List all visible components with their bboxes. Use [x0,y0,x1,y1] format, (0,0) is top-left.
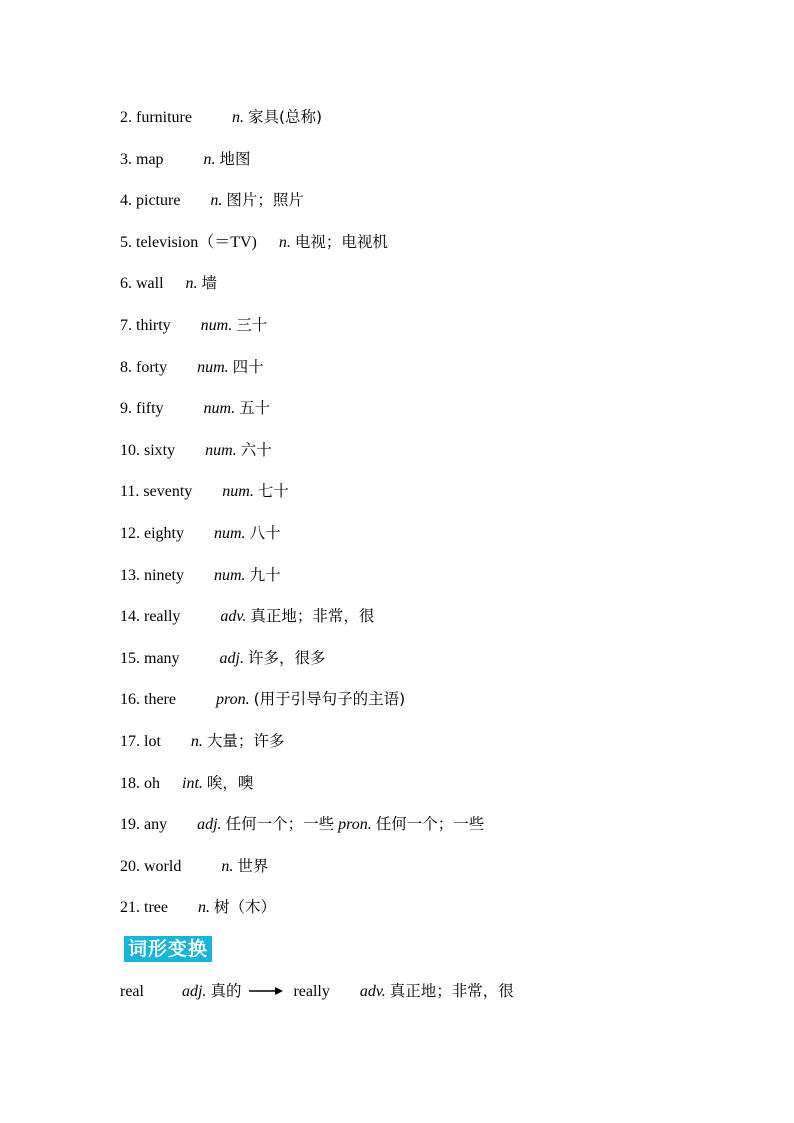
vocab-word: 17. lot [120,732,161,750]
vocab-pos: num. [222,483,254,501]
vocab-meaning: 地图 [219,149,251,168]
vocab-item [120,811,484,853]
vocab-meaning: 电视；电视机 [294,232,388,251]
vocab-item [120,354,484,396]
vocab-item [120,520,484,562]
vocab-pos: num. [200,316,233,334]
base-word-pos: adj. [181,983,207,1000]
vocab-pos: n. [210,192,223,210]
vocab-item [120,104,484,146]
right-arrow-icon [249,979,283,1005]
vocab-pos: num. [203,400,236,418]
vocab-item [120,146,484,188]
vocab-pos: pron. [215,691,250,709]
vocab-meaning: (用于引导句子的主语) [253,690,406,709]
vocab-pos: n. [221,857,234,875]
vocab-word: 14. really [120,608,181,626]
vocab-item [120,894,484,936]
vocab-meaning: 许多，很多 [248,648,326,667]
vocab-meaning: 唉，噢 [206,773,254,792]
vocab-meaning: 真正地；非常，很 [250,607,375,626]
vocab-pos: n. [190,732,203,750]
vocab-meaning: 六十 [240,440,272,459]
base-word: real [120,983,144,1000]
vocab-word: 8. forty [120,358,168,376]
derived-word: really [293,983,330,1000]
vocab-list [120,104,484,936]
vocab-meaning: 墙 [201,274,218,293]
vocab-item [120,478,484,520]
vocab-pos: adv. [220,608,247,626]
vocab-meaning: 九十 [249,565,281,584]
vocab-item [120,853,484,895]
section-heading: 词形变换 [124,936,212,962]
vocab-item [120,603,484,645]
vocab-item [120,270,484,312]
vocab-meaning: 大量；许多 [206,731,285,750]
vocab-pos: adj. [197,816,222,834]
vocab-meaning: 四十 [232,357,264,376]
base-word-meaning: 真的 [210,982,242,1000]
vocab-word: 11. seventy [120,483,193,501]
vocab-meaning: 树（木） [213,898,276,917]
vocab-word: 3. map [120,150,164,168]
vocab-pos: adj. [219,649,244,667]
vocab-meaning: 图片；照片 [226,191,304,210]
vocab-meaning: 家具(总称) [247,108,323,126]
vocab-extra-meaning: 任何一个；一些 [375,815,485,834]
vocab-pos: int. [182,774,203,792]
vocab-item [120,229,484,271]
vocab-item [120,686,484,728]
vocab-item [120,728,484,770]
vocab-item [120,645,484,687]
vocab-word: 15. many [120,649,180,667]
vocab-meaning: 任何一个；一些 [225,815,335,834]
vocab-pos: n. [197,899,210,917]
vocab-word: 10. sixty [120,441,176,459]
vocab-word: 19. any [120,816,168,834]
vocab-meaning: 五十 [239,399,271,418]
vocab-word: 16. there [120,691,176,709]
derived-word-meaning: 真正地；非常，很 [389,982,514,1000]
vocab-pos: num. [214,524,246,542]
vocab-meaning: 三十 [236,315,268,334]
vocab-pos: n. [231,109,244,126]
vocab-word: 12. eighty [120,524,184,542]
vocab-word: 4. picture [120,192,181,210]
vocab-meaning: 八十 [249,523,281,542]
vocab-meaning: 世界 [237,856,269,875]
vocab-word: 9. fifty [120,400,164,418]
vocab-meaning: 七十 [257,482,289,501]
derived-word-pos: adv. [359,983,386,1000]
vocab-pos: n. [278,233,291,251]
vocab-word: 21. tree [120,899,168,917]
vocab-word: 5. television（＝TV) [120,233,257,251]
vocab-item [120,187,484,229]
vocab-pos: n. [203,150,216,168]
vocab-word: 6. wall [120,275,164,293]
vocab-word: 7. thirty [120,316,171,334]
vocab-pos: num. [197,358,229,376]
vocab-word: 2. furniture [120,109,192,126]
vocab-pos: num. [205,441,237,459]
vocab-item [120,312,484,354]
vocab-word: 20. world [120,857,182,875]
vocab-word: 13. ninety [120,566,184,584]
vocab-word: 18. oh [120,774,160,792]
vocab-extra-pos: pron. [338,816,372,834]
vocab-pos: num. [214,566,246,584]
word-transform-line [120,978,514,1005]
vocab-item [120,770,484,812]
vocab-item [120,562,484,604]
vocab-item [120,395,484,437]
vocab-pos: n. [185,275,198,293]
vocab-item [120,437,484,479]
